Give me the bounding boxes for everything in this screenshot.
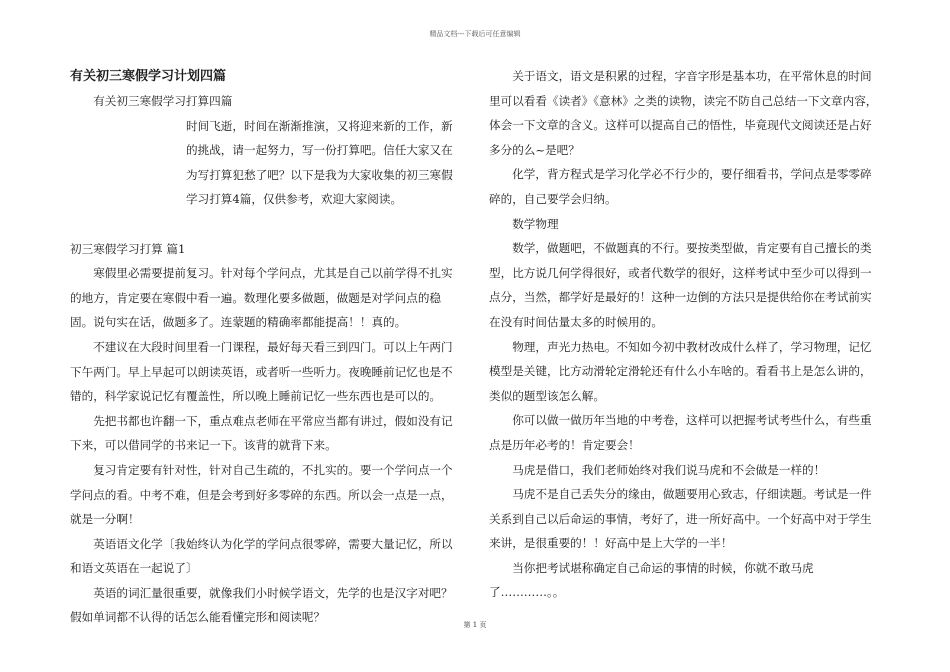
left-column: [70, 64, 455, 630]
document-title: 有关初三寒假学习计划四篇: [70, 69, 227, 84]
subheading: 数学物理: [512, 216, 559, 231]
document-subtitle: 有关初三寒假学习打算四篇: [93, 94, 233, 108]
page-header: 精品文档---下载后可任意编辑: [429, 30, 521, 38]
paragraph: 寒假里必需要提前复习。针对每个学问点，尤其是自己以前学得不扎实的地方，肯定要在寒假中看一遍。数理化要多做题，做题是对学问点的稳固。说句实在话，做题多了。连蒙题的精确率都能提高！！真的。: [70, 266, 453, 330]
paragraph: 先把书都也许翻一下，重点难点老师在平常应当都有讲过，假如没有记下来，可以借同学的书来记一下。该背的就背下来。: [70, 413, 453, 453]
paragraph: 物理，声光力热电。不知如今初中教材改成什么样了，学习物理，记忆模型是关键，比方动滑轮定滑轮还有什么小车啥的。看看书上是怎么讲的，类似的题型该怎么解。: [489, 339, 872, 403]
spacer: [70, 212, 455, 237]
paragraph: 你可以做一做历年当地的中考卷，这样可以把握考试考些什么，有些重点是历年必考的！肯定要会！: [489, 413, 872, 452]
paragraph: 数学，做题吧，不做题真的不行。要按类型做，肯定要有自己擅长的类型，比方说几何学得很好，或者代数学的很好，这样考试中至少可以得到一点分，当然，都学好是最好的！这种一边倒的方法只是提供给你在考试前实在没有时间估量太多的时候用的。: [489, 241, 872, 329]
page-number: 第 1 页: [463, 621, 487, 629]
section-title: 初三寒假学习打算 篇1: [70, 241, 186, 256]
paragraph: 马虎是借口，我们老师始终对我们说马虎和不会做是一样的！: [512, 462, 826, 477]
paragraph: 复习肯定要有针对性，针对自己生疏的，不扎实的。要一个学问点一个学问点的看。中考不难，但是会考到好多零碎的东西。所以会一点是一点，就是一分啊！: [70, 462, 453, 527]
right-column: [489, 64, 881, 605]
paragraph: 英语的词汇量很重要，就像我们小时候学语文，先学的也是汉字对吧？假如单词都不认得的话怎么能看懂完形和阅读呢？: [70, 585, 453, 625]
paragraph: 化学，背方程式是学习化学必不行少的，要仔细看书，学问点是零零碎碎的，自己要学会归纳。: [489, 167, 872, 206]
paragraph: 马虎不是自己丢失分的缘由，做题要用心致志，仔细读题。考试是一件关系到自己以后命运的事情，考好了，进一所好高中。一个好高中对于学生来讲，是很重要的！！好高中是上大学的一半！: [489, 487, 872, 551]
paragraph: 不建议在大段时间里看一门课程，最好每天看三到四门。可以上午两门下午两门。早上早起可以朗读英语，或者听一些听力。夜晚睡前记忆也是不错的，科学家说记忆有覆盖性，所以晚上睡前记忆一些东西也是可以的。: [70, 339, 453, 404]
paragraph: 英语语文化学〔我始终认为化学的学问点很零碎，需要大量记忆，所以和语文英语在一起说了〕: [70, 536, 453, 576]
paragraph: 当你把考试堪称确定自己命运的事情的时候，你就不敢马虎了…………。。: [489, 560, 814, 600]
intro-paragraph: 时间飞逝，时间在渐渐推演，又将迎来新的工作，新的挑战，请一起努力，写一份打算吧。信任大家又在为写打算犯愁了吧？以下是我为大家收集的初三寒假学习打算4篇，仅供参考，欢迎大家阅读。: [186, 118, 453, 207]
paragraph: 关于语文，语文是积累的过程，字音字形是基本功，在平常休息的时间里可以看看《读者》《意林》之类的读物，读完不防自己总结一下文章内容，体会一下文章的含义。这样可以提高自己的悟性，毕竟现代文阅读还是占好多分的么~是吧？: [489, 69, 878, 157]
